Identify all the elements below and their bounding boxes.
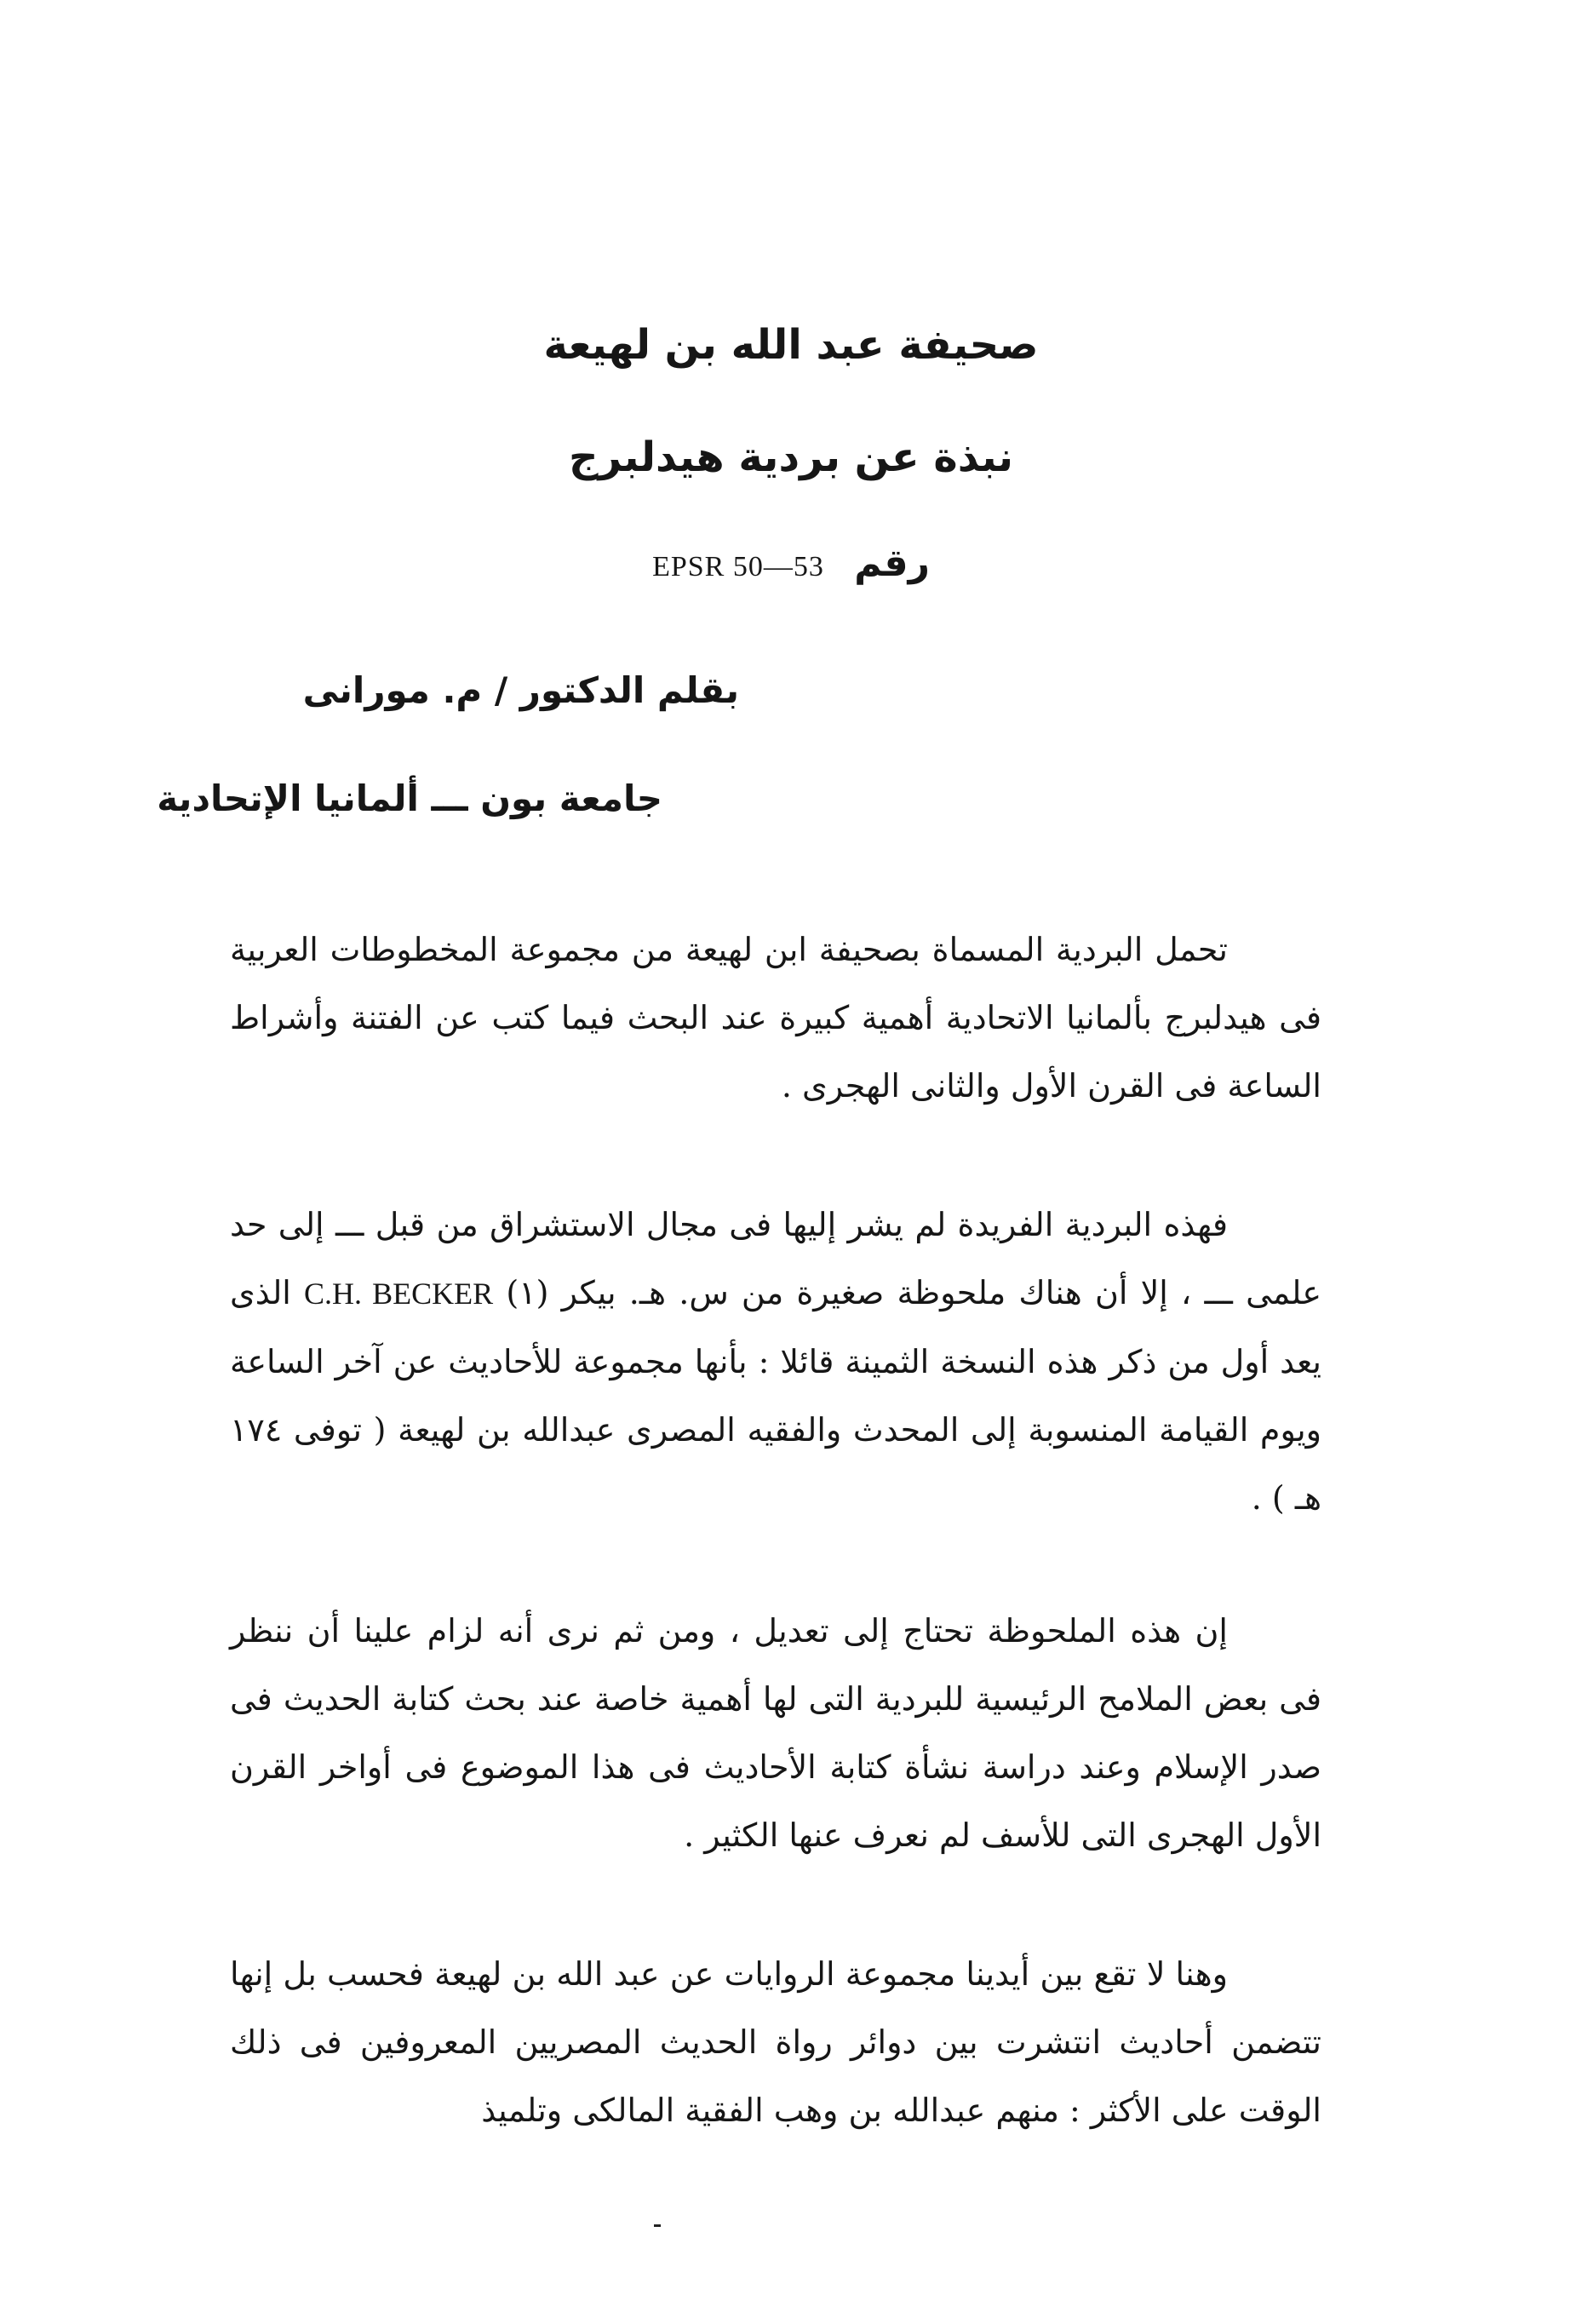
page-mark [654, 2224, 661, 2227]
paragraph-2-part-b: الذى يعد أول من ذكر هذه النسخة الثمينة قائلا : بأنها مجموعة للأحاديث عن آخر الساعة ويوم القيامة المنسوبة إلى المحدث والفقيه المصرى عبدالله بن لهيعة ( توفى ١٧٤ هـ ) . [230, 1274, 1321, 1517]
paragraph-2-part-a: فهذه البردية الفريدة لم يشر إليها فى مجال الاستشراق من قبل ـــ إلى حد علمى ـــ ، إلا أن هناك ملحوظة صغيرة من س. هـ. بيكر (١) [230, 1206, 1321, 1311]
papyrus-code: EPSR 50—53 [652, 551, 824, 582]
paragraph-3 [230, 1597, 1321, 1869]
document-title: صحيفة عبد الله بن لهيعة [543, 321, 1039, 369]
paragraph-4 [230, 1940, 1321, 2144]
paragraph-1-text: تحمل البردية المسماة بصحيفة ابن لهيعة من مجموعة المخطوطات العربية فى هيدلبرج بألمانيا الاتحادية أهمية كبيرة عند البحث فيما كتب عن الفتنة وأشراط الساعة فى القرن الأول والثانى الهجرى . [230, 931, 1321, 1105]
paragraph-2 [230, 1191, 1321, 1532]
document-subtitle: نبذة عن بردية هيدلبرج [568, 433, 1014, 481]
paragraph-4-text: وهنا لا تقع بين أيدينا مجموعة الروايات عن عبد الله بن لهيعة فحسب بل إنها تتضمن أحاديث انتشرت بين دوائر رواة الحديث المصريين المعروفين فى ذلك الوقت على الأكثر : منهم عبدالله بن وهب الفقية المالكى وتلميذ [230, 1955, 1321, 2129]
author-affiliation: جامعة بون ـــ ألمانيا الإتحادية [157, 778, 662, 819]
papyrus-number [0, 538, 1582, 593]
paragraph-3-text: إن هذه الملحوظة تحتاج إلى تعديل ، ومن ثم نرى أنه لزام علينا أن ننظر فى بعض الملامح الرئيسية للبردية التى لها أهمية خاصة عند بحث كتابة الحديث فى صدر الإسلام وعند دراسة نشأة كتابة الأحاديث فى هذا الموضوع فى أواخر القرن الأول الهجرى التى للأسف لم نعرف عنها الكثير . [230, 1612, 1321, 1854]
paragraph-2-text [230, 1191, 1321, 1532]
paragraph-1 [230, 915, 1321, 1120]
author-byline: بقلم الدكتور / م. مورانى [302, 669, 739, 711]
becker-name-latin: C.H. BECKER [304, 1277, 494, 1311]
papyrus-number-label: رقم [854, 542, 930, 585]
